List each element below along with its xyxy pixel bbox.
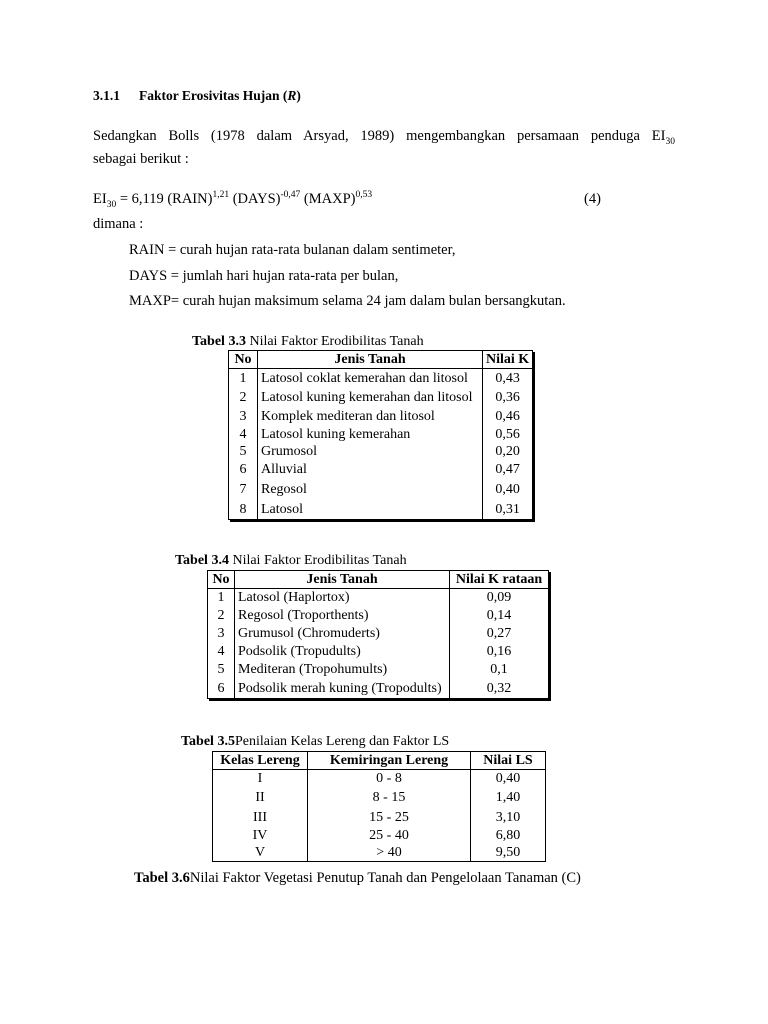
table-row (213, 844, 546, 862)
table-3-6-caption-text: Nilai Faktor Vegetasi Penutup Tanah dan Pengelolaan Tanaman (C) (189, 870, 581, 886)
intro-paragraph (93, 125, 675, 171)
equation-number: (4) (584, 191, 601, 207)
cell-kemiringan: 15 - 25 (308, 808, 471, 827)
cell-nilai-k: 0,56 (483, 426, 533, 443)
cell-jenis-tanah: Grumosol (258, 443, 483, 460)
cell-kelas-lereng: I (213, 770, 308, 788)
eq-days: (DAYS) (229, 191, 281, 207)
table-3-3-caption-text: Nilai Faktor Erodibilitas Tanah (245, 334, 424, 349)
cell-nilai-k-rataan: 0,27 (450, 625, 549, 643)
cell-no: 3 (208, 625, 235, 643)
cell-kelas-lereng: II (213, 788, 308, 808)
table-row (213, 788, 546, 808)
cell-no: 7 (229, 480, 258, 500)
cell-no: 5 (229, 443, 258, 460)
cell-no: 5 (208, 661, 235, 679)
table-row (229, 443, 533, 460)
table-row (208, 679, 549, 699)
table-row (229, 369, 533, 388)
table-3-3-caption (192, 334, 424, 350)
cell-jenis-tanah: Regosol (Troporthents) (235, 607, 450, 625)
cell-jenis-tanah: Latosol kuning kemerahan (258, 426, 483, 443)
table-3-5-caption-text: Penilaian Kelas Lereng dan Faktor LS (234, 734, 450, 749)
table-row (208, 607, 549, 625)
definition-rain: RAIN = curah hujan rata-rata bulanan dalam sentimeter, (129, 242, 456, 258)
table-row (229, 426, 533, 443)
table-row (229, 500, 533, 520)
cell-jenis-tanah: Latosol (Haplortox) (235, 589, 450, 607)
section-number: 3.1.1 (93, 88, 120, 103)
cell-kelas-lereng: V (213, 844, 308, 862)
eq-maxp: (MAXP) (300, 191, 356, 207)
cell-nilai-k-rataan: 0,1 (450, 661, 549, 679)
table-3-6-caption (134, 870, 581, 887)
cell-nilai-k: 0,47 (483, 460, 533, 480)
cell-kemiringan: 0 - 8 (308, 770, 471, 788)
table-row (208, 643, 549, 661)
cell-no: 4 (229, 426, 258, 443)
eq-maxp-exp: 0,53 (355, 190, 373, 201)
cell-jenis-tanah: Komplek mediteran dan litosol (258, 407, 483, 426)
cell-kelas-lereng: IV (213, 827, 308, 844)
column-header-jenis-tanah: Jenis Tanah (258, 351, 483, 369)
table-3-5 (212, 751, 546, 862)
cell-no: 6 (229, 460, 258, 480)
eq-rain: = 6,119 (RAIN) (116, 191, 213, 207)
eq-days-exp: -0,47 (280, 190, 301, 201)
cell-kemiringan: > 40 (308, 844, 471, 862)
table-row (208, 625, 549, 643)
cell-no: 1 (229, 369, 258, 388)
cell-nilai-k-rataan: 0,16 (450, 643, 549, 661)
cell-nilai-ls: 0,40 (471, 770, 546, 788)
table-header-row (208, 571, 549, 589)
table-row (213, 770, 546, 788)
cell-kemiringan: 8 - 15 (308, 788, 471, 808)
column-header-nilai-ls: Nilai LS (471, 752, 546, 770)
cell-jenis-tanah: Podsolik merah kuning (Tropodults) (235, 679, 450, 699)
cell-jenis-tanah: Latosol kuning kemerahan dan litosol (258, 388, 483, 407)
cell-nilai-k-rataan: 0,32 (450, 679, 549, 699)
column-header-kemiringan-lereng: Kemiringan Lereng (308, 752, 471, 770)
table-3-4-caption (175, 553, 407, 569)
section-heading (93, 88, 301, 104)
definitions-intro: dimana : (93, 216, 144, 232)
cell-nilai-k: 0,20 (483, 443, 533, 460)
cell-nilai-k: 0,31 (483, 500, 533, 520)
cell-nilai-k-rataan: 0,09 (450, 589, 549, 607)
eq-rain-exp: 1,21 (212, 190, 230, 201)
table-header-row (213, 752, 546, 770)
cell-no: 4 (208, 643, 235, 661)
intro-line-1-text: Sedangkan Bolls (1978 dalam Arsyad, 1989) mengembangkan persamaan penduga EI (93, 128, 666, 144)
cell-nilai-ls: 1,40 (471, 788, 546, 808)
cell-nilai-k-rataan: 0,14 (450, 607, 549, 625)
section-title-var: R (287, 88, 297, 103)
table-header-row (229, 351, 533, 369)
table-row (208, 589, 549, 607)
table-3-4-caption-text: Nilai Faktor Erodibilitas Tanah (228, 553, 407, 568)
eq-lhs-sub: 30 (106, 199, 117, 210)
eq-lhs: EI (93, 191, 107, 207)
column-header-nilai-k-rataan: Nilai K rataan (450, 571, 549, 589)
table-row (213, 827, 546, 844)
cell-kemiringan: 25 - 40 (308, 827, 471, 844)
table-row (208, 661, 549, 679)
section-title-prefix: Faktor Erosivitas Hujan ( (139, 88, 288, 103)
cell-no: 2 (208, 607, 235, 625)
intro-line-1-sub: 30 (665, 136, 675, 147)
cell-nilai-k: 0,40 (483, 480, 533, 500)
column-header-no: No (229, 351, 258, 369)
cell-jenis-tanah: Regosol (258, 480, 483, 500)
definition-days: DAYS = jumlah hari hujan rata-rata per bulan, (129, 268, 399, 284)
cell-jenis-tanah: Podsolik (Tropudults) (235, 643, 450, 661)
table-row (229, 460, 533, 480)
cell-nilai-ls: 6,80 (471, 827, 546, 844)
table-3-5-caption-label: Tabel 3.5 (181, 734, 235, 749)
cell-jenis-tanah: Latosol coklat kemerahan dan litosol (258, 369, 483, 388)
intro-line-2: sebagai berikut : (93, 151, 189, 167)
column-header-jenis-tanah: Jenis Tanah (235, 571, 450, 589)
cell-jenis-tanah: Mediteran (Tropohumults) (235, 661, 450, 679)
section-title-suffix: ) (296, 88, 301, 103)
column-header-no: No (208, 571, 235, 589)
table-3-3 (228, 350, 533, 520)
table-row (229, 407, 533, 426)
cell-nilai-ls: 3,10 (471, 808, 546, 827)
definition-maxp: MAXP= curah hujan maksimum selama 24 jam dalam bulan bersangkutan. (129, 293, 566, 309)
cell-kelas-lereng: III (213, 808, 308, 827)
table-3-6-caption-label: Tabel 3.6 (134, 870, 190, 886)
cell-jenis-tanah: Alluvial (258, 460, 483, 480)
column-header-kelas-lereng: Kelas Lereng (213, 752, 308, 770)
table-row (229, 480, 533, 500)
cell-no: 6 (208, 679, 235, 699)
cell-no: 1 (208, 589, 235, 607)
cell-nilai-k: 0,46 (483, 407, 533, 426)
cell-no: 8 (229, 500, 258, 520)
equation (93, 191, 372, 208)
table-3-3-caption-label: Tabel 3.3 (192, 334, 246, 349)
column-header-nilai-k: Nilai K (483, 351, 533, 369)
table-3-5-caption (181, 734, 449, 750)
cell-jenis-tanah: Grumusol (Chromuderts) (235, 625, 450, 643)
cell-no: 3 (229, 407, 258, 426)
cell-nilai-ls: 9,50 (471, 844, 546, 862)
table-3-4 (207, 570, 549, 699)
cell-nilai-k: 0,43 (483, 369, 533, 388)
cell-nilai-k: 0,36 (483, 388, 533, 407)
cell-no: 2 (229, 388, 258, 407)
table-3-4-caption-label: Tabel 3.4 (175, 553, 229, 568)
intro-line-1 (93, 125, 675, 148)
table-row (229, 388, 533, 407)
cell-jenis-tanah: Latosol (258, 500, 483, 520)
table-row (213, 808, 546, 827)
